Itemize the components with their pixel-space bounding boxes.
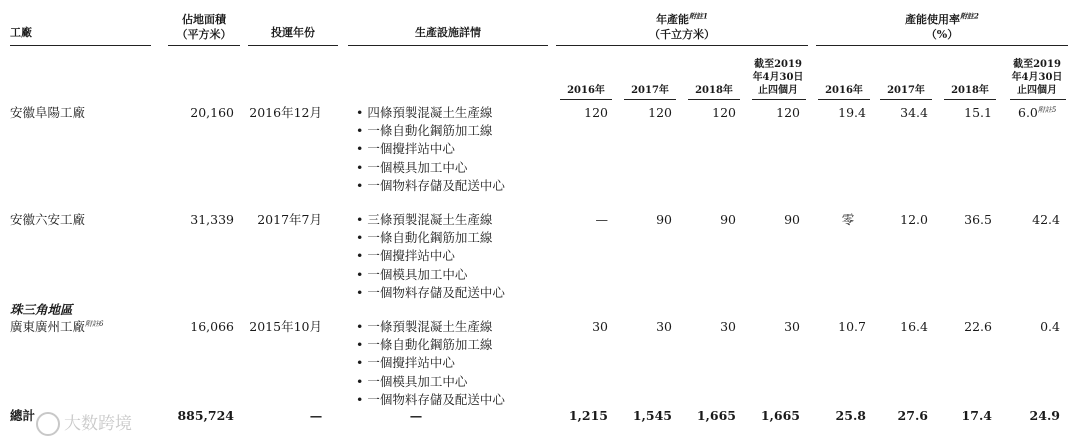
rule-cap-ytd [752, 99, 806, 100]
row2-util-2018: 36.5 [964, 212, 992, 227]
rule-util-2016 [818, 99, 870, 100]
row1-cap-2017: 120 [648, 105, 672, 120]
rule-cap-2017 [624, 99, 676, 100]
facility-item: • 一個物料存儲及配送中心 [356, 284, 505, 300]
row3-year: 2015年10月 [249, 319, 322, 334]
row3-cap-2016: 30 [592, 319, 608, 334]
facility-item: • 一個模具加工中心 [356, 266, 468, 282]
header-cap-2016: 2016年 [567, 85, 605, 96]
total-label: 總計 [10, 408, 36, 423]
row1-util-ytd-note: 附註5 [1037, 105, 1057, 114]
header-util-label: 產能使用率 [905, 13, 961, 26]
row2-cap-2018: 90 [720, 212, 736, 227]
facility-item: • 一條自動化鋼筋加工線 [356, 337, 493, 353]
row1-year: 2016年12月 [249, 105, 322, 120]
total-year: — [309, 408, 323, 423]
row3-cap-2018: 30 [720, 319, 736, 334]
header-rule-year [248, 45, 338, 46]
row1-util-ytd [1018, 104, 1056, 122]
row3-util-2017: 16.4 [900, 319, 928, 334]
facility-item: • 三條預製混凝土生產線 [356, 212, 493, 227]
header-rule-util [816, 45, 1068, 46]
header-util-ytd-l3: 止四個月 [1017, 85, 1057, 96]
row1-facilities [356, 104, 505, 195]
header-capacity [556, 12, 808, 42]
header-util-2018: 2018年 [951, 85, 989, 96]
row3-util-2016: 10.7 [838, 319, 866, 334]
total-facilities: — [409, 408, 423, 423]
row2-factory: 安徽六安工廠 [10, 212, 86, 227]
facility-item: • 一個物料存儲及配送中心 [356, 177, 505, 193]
row2-util-2017: 12.0 [900, 212, 928, 227]
region-label: 珠三角地區 [10, 302, 73, 317]
header-util-2017: 2017年 [887, 85, 925, 96]
header-util-ytd-l1: 截至2019 [1013, 59, 1061, 70]
header-cap-ytd-l1: 截至2019 [754, 59, 802, 70]
row1-util-2017: 34.4 [900, 105, 928, 120]
row3-facilities [356, 318, 505, 409]
header-cap-2018: 2018年 [695, 85, 733, 96]
watermark [36, 409, 132, 436]
facility-item: • 一條預製混凝土生產線 [356, 319, 493, 334]
rule-util-2018 [944, 99, 996, 100]
row3-area: 16,066 [190, 319, 234, 334]
rule-cap-2018 [688, 99, 740, 100]
rule-cap-2016 [560, 99, 612, 100]
row1-util-2018: 15.1 [964, 105, 992, 120]
total-util-ytd: 24.9 [1029, 408, 1060, 423]
facility-item: • 一個物料存儲及配送中心 [356, 391, 505, 407]
header-util-ytd [1006, 58, 1068, 97]
row2-year: 2017年7月 [257, 212, 322, 227]
row1-cap-ytd: 120 [776, 105, 800, 120]
row3-factory-name: 廣東廣州工廠 [10, 319, 86, 334]
header-util-note: 附註2 [960, 11, 979, 21]
rule-util-2017 [880, 99, 932, 100]
header-area [168, 12, 240, 42]
row3-util-ytd: 0.4 [1040, 319, 1060, 334]
row2-cap-ytd: 90 [784, 212, 800, 227]
facility-item: • 一個攪拌站中心 [356, 248, 455, 264]
row2-util-ytd: 42.4 [1032, 212, 1060, 227]
row2-facilities [356, 211, 505, 302]
facility-item: • 一條自動化鋼筋加工線 [356, 230, 493, 246]
facility-item: • 四條預製混凝土生產線 [356, 105, 493, 120]
row3-util-2018: 22.6 [964, 319, 992, 334]
header-cap-ytd-l2: 年4月30日 [752, 72, 804, 83]
header-util-unit: （%） [925, 28, 959, 41]
total-cap-2017: 1,545 [632, 408, 672, 423]
row3-cap-2017: 30 [656, 319, 672, 334]
row1-cap-2018: 120 [712, 105, 736, 120]
row3-cap-ytd: 30 [784, 319, 800, 334]
header-facilities: 生產設施詳情 [415, 26, 481, 39]
header-capacity-unit: （千立方米） [649, 28, 715, 41]
header-capacity-note: 附註1 [689, 11, 708, 21]
row2-util-2016: 零 [841, 212, 855, 227]
header-area-line1: 佔地面積 [182, 13, 226, 26]
header-cap-2017: 2017年 [631, 85, 669, 96]
header-rule-factory [10, 45, 151, 46]
total-cap-2016: 1,215 [568, 408, 608, 423]
total-util-2017: 27.6 [897, 408, 928, 423]
facility-item: • 一個模具加工中心 [356, 373, 468, 389]
total-cap-2018: 1,665 [696, 408, 736, 423]
row1-util-ytd-value: 6.0 [1018, 105, 1038, 120]
total-cap-ytd: 1,665 [760, 408, 800, 423]
header-year: 投運年份 [271, 26, 315, 39]
row3-factory-note: 附註6 [85, 319, 104, 328]
header-rule-capacity [556, 45, 808, 46]
header-util-2016: 2016年 [825, 85, 863, 96]
facility-item: • 一個攪拌站中心 [356, 141, 455, 157]
row1-factory: 安徽阜陽工廠 [10, 105, 86, 120]
header-capacity-label: 年產能 [656, 13, 690, 26]
total-util-2018: 17.4 [961, 408, 992, 423]
facility-item: • 一個攪拌站中心 [356, 355, 455, 371]
facility-item: • 一個模具加工中心 [356, 159, 468, 175]
row1-cap-2016: 120 [584, 105, 608, 120]
row1-util-2016: 19.4 [838, 105, 866, 120]
total-util-2016: 25.8 [835, 408, 866, 423]
row2-cap-2017: 90 [656, 212, 672, 227]
header-util [816, 12, 1068, 42]
total-area: 885,724 [177, 408, 234, 423]
header-rule-facilities [348, 45, 548, 46]
row1-area: 20,160 [190, 105, 234, 120]
header-rule-area [168, 45, 240, 46]
row3-factory [10, 318, 103, 336]
header-area-line2: （平方米） [176, 28, 232, 41]
row2-cap-2016: — [595, 212, 608, 227]
facility-item: • 一條自動化鋼筋加工線 [356, 123, 493, 139]
header-cap-ytd [748, 58, 808, 97]
header-util-ytd-l2: 年4月30日 [1011, 72, 1063, 83]
rule-util-ytd [1010, 99, 1066, 100]
header-factory: 工廠 [10, 26, 32, 39]
watermark-logo-icon [36, 412, 60, 436]
row2-area: 31,339 [190, 212, 234, 227]
header-cap-ytd-l3: 止四個月 [758, 85, 798, 96]
watermark-text: 大数跨境 [64, 414, 132, 434]
